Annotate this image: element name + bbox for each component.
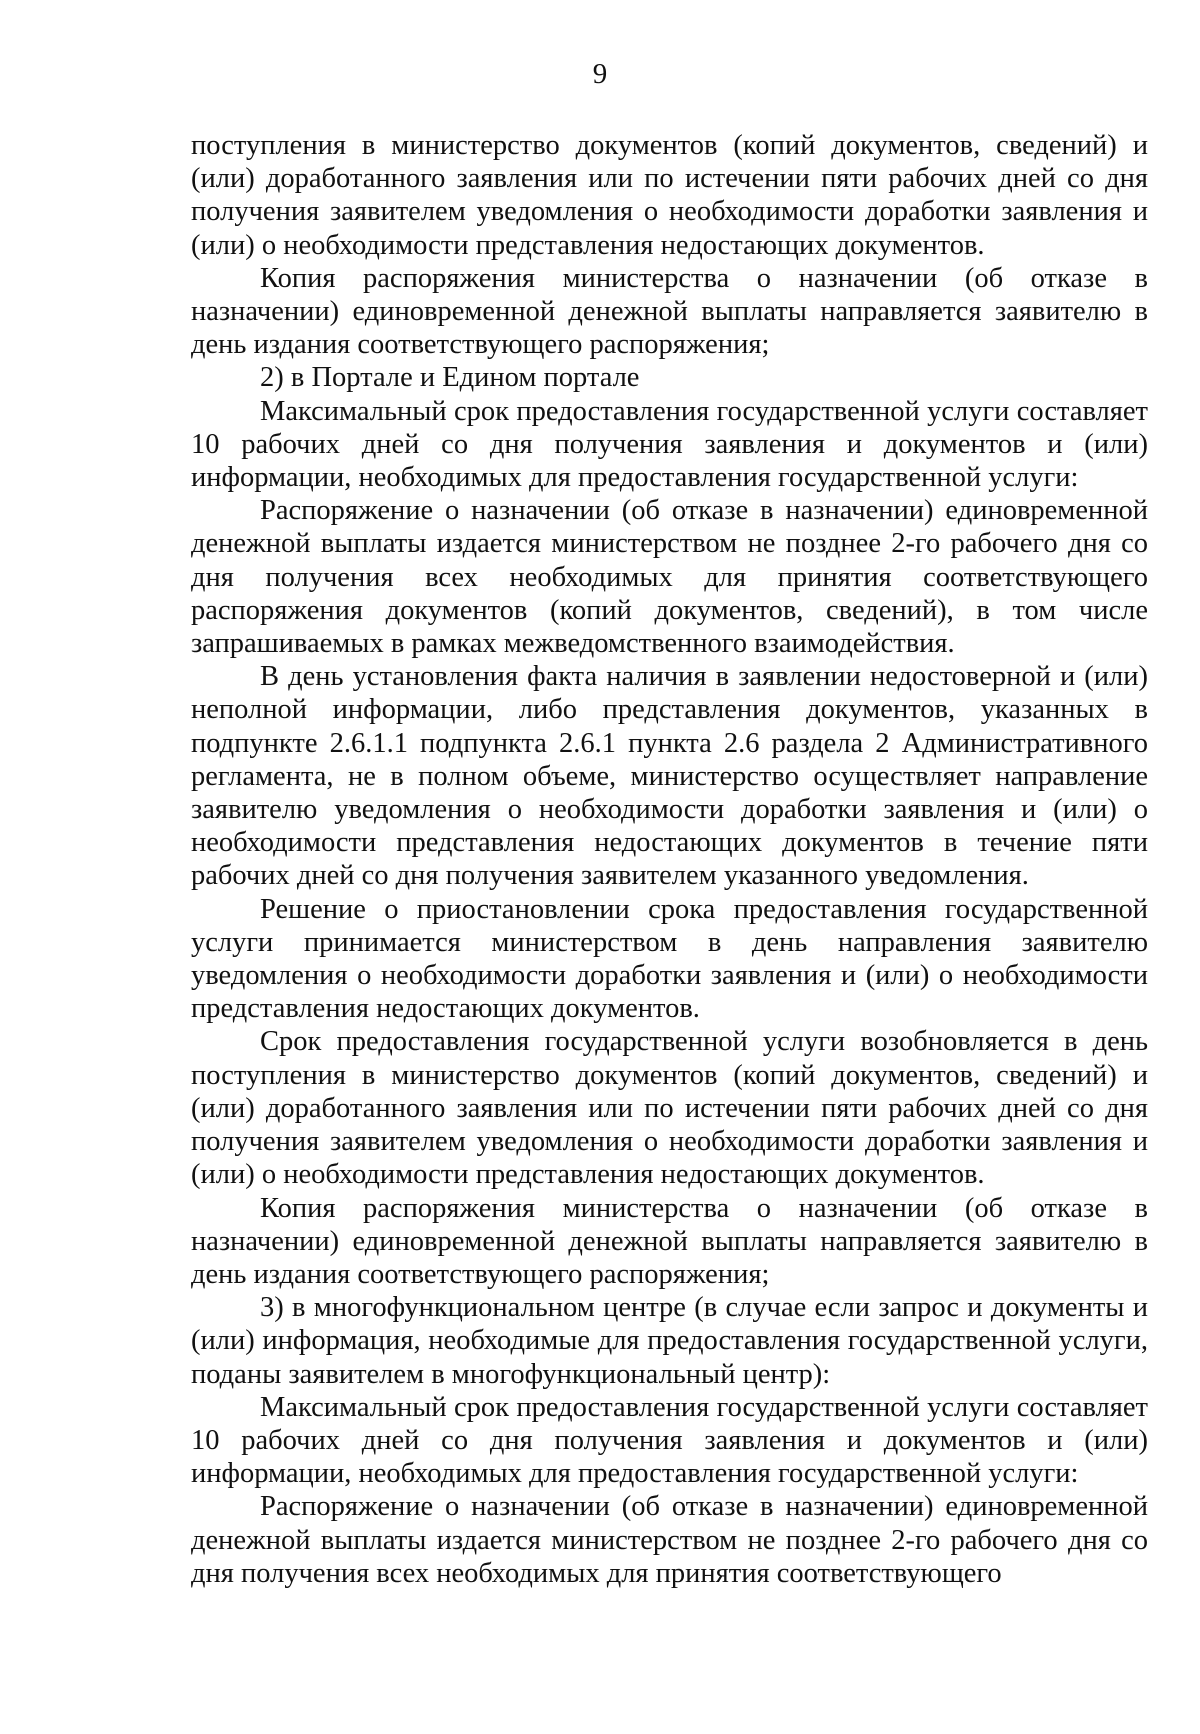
paragraph-list-item-2: 2) в Портале и Едином портале	[260, 362, 640, 394]
paragraph-order-copy-second: Копия распоряжения министерства о назначении (об отказе в назначении) единовременной денежной выплаты направляется заявителю в день издания соответствующего распоряжения;	[191, 1192, 1148, 1290]
paragraph-order-issue: Распоряжение о назначении (об отказе в назначении) единовременной денежной выплаты издается министерством не позднее 2-го рабочего дня со дня получения всех необходимых для принятия соответствующего распоряжения документов (копий документов, сведений), в том числе запрашиваемых в рамках межведомственного взаимодействия.	[191, 495, 1148, 660]
paragraph-incomplete-info: В день установления факта наличия в заявлении недостоверной и (или) неполной информации, либо представления документов, указанных в подпункте 2.6.1.1 подпункта 2.6.1 пункта 2.6 раздела 2 Административного регламента, не в полном объеме, министерство осуществляет направление заявителю уведомления о необходимости доработки заявления и (или) о необходимости представления недостающих документов в течение пяти рабочих дней со дня получения заявителем указанного уведомления.	[191, 661, 1148, 892]
paragraph-max-term-second: Максимальный срок предоставления государственной услуги составляет 10 рабочих дней со дня получения заявления и документов и (или) информации, необходимых для предоставления государственной услуги:	[191, 1391, 1148, 1490]
paragraph-suspension: Решение о приостановлении срока предоставления государственной услуги принимается министерством в день направления заявителю уведомления о необходимости доработки заявления и (или) о необходимости представления недостающих документов.	[191, 893, 1148, 1025]
paragraph-order-copy: Копия распоряжения министерства о назначении (об отказе в назначении) единовременной денежной выплаты направляется заявителю в день издания соответствующего распоряжения;	[191, 262, 1148, 361]
paragraph-list-item-3: 3) в многофункциональном центре (в случае если запрос и документы и (или) информация, необходимые для предоставления государственной услуги, поданы заявителем в многофункциональный центр):	[191, 1292, 1148, 1390]
paragraph-resumption: Срок предоставления государственной услуги возобновляется в день поступления в министерство документов (копий документов, сведений) и (или) доработанного заявления или по истечении пяти рабочих дней со дня получения заявителем уведомления о необходимости доработки заявления и (или) о необходимости представления недостающих документов.	[191, 1026, 1148, 1191]
paragraph-continuation: поступления в министерство документов (копий документов, сведений) и (или) доработанного заявления или по истечении пяти рабочих дней со дня получения заявителем уведомления о необходимости доработки заявления и (или) о необходимости представления недостающих документов.	[191, 130, 1148, 261]
document-body	[191, 129, 1148, 1590]
page-number: 9	[592, 58, 608, 90]
paragraph-max-term: Максимальный срок предоставления государственной услуги составляет 10 рабочих дней со дня получения заявления и документов и (или) информации, необходимых для предоставления государственной услуги:	[191, 395, 1148, 494]
paragraph-order-issue-second: Распоряжение о назначении (об отказе в назначении) единовременной денежной выплаты издается министерством не позднее 2-го рабочего дня со дня получения всех необходимых для принятия соответствующего	[191, 1491, 1148, 1589]
